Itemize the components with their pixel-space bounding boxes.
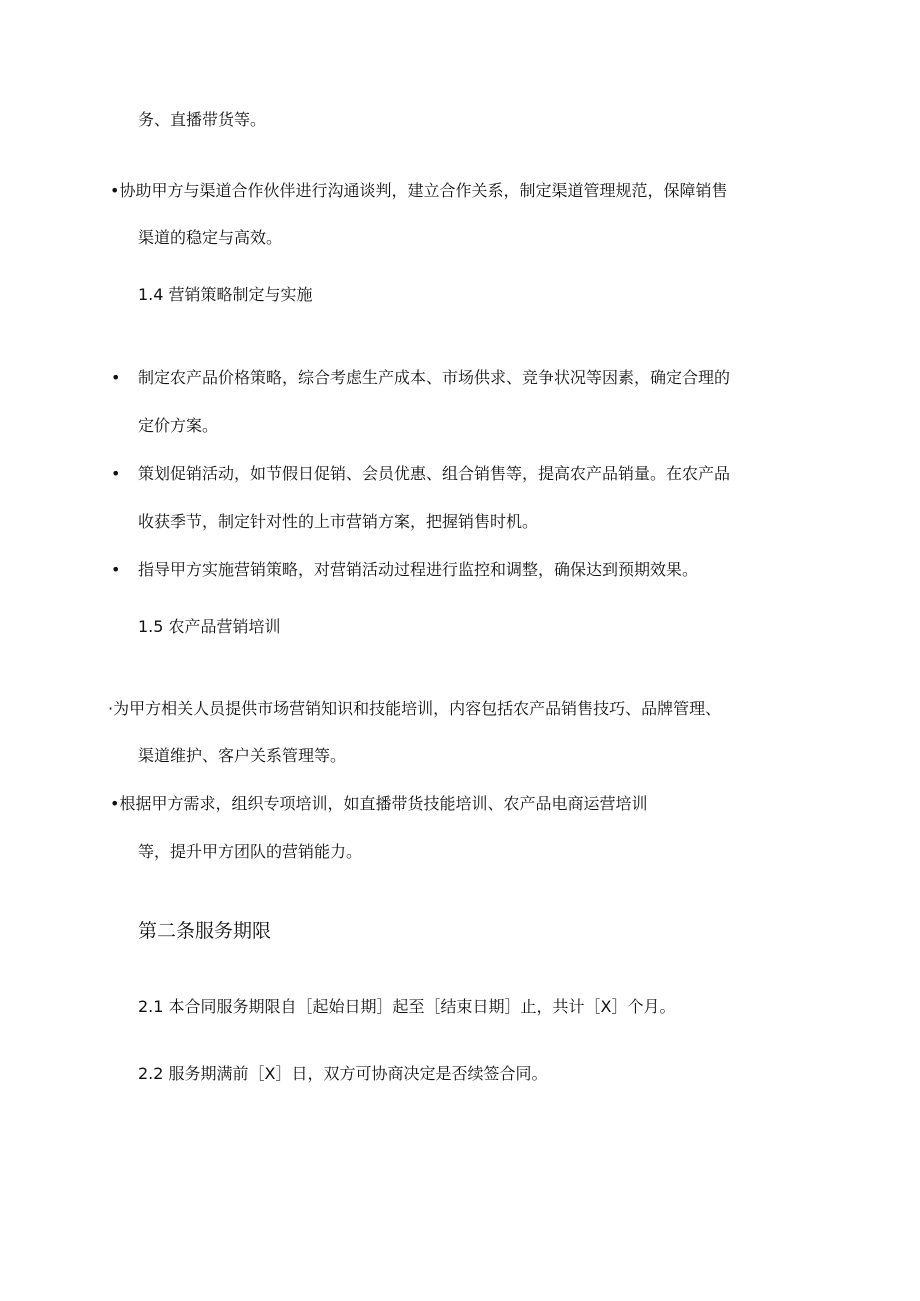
bullet-item: 指导甲方实施营销策略，对营销活动过程进行监控和调整，确保达到预期效果。 (138, 560, 699, 579)
text-line: 务、直播带货等。 (138, 110, 267, 129)
bullet-item: 策划促销活动，如节假日促销、会员优惠、组合销售等，提高农产品销量。在农产品 (138, 464, 731, 483)
section-heading-1-4: 1.4 营销策略制定与实施 (138, 285, 313, 304)
bullet-marker: • (111, 464, 121, 483)
bullet-paragraph: •根据甲方需求，组织专项培训，如直播带货技能培训、农产品电商运营培训 (110, 794, 648, 813)
bullet-marker: • (111, 560, 121, 579)
clause-2-2: 2.2 服务期满前［X］日，双方可协商决定是否续签合同。 (138, 1064, 548, 1083)
section-heading-1-5: 1.5 农产品营销培训 (138, 617, 281, 636)
text-line: 定价方案。 (138, 416, 219, 435)
article-heading: 第二条服务期限 (138, 920, 272, 942)
bullet-paragraph: ·为甲方相关人员提供市场营销知识和技能培训，内容包括农产品销售技巧、品牌管理、 (108, 699, 722, 718)
clause-2-1: 2.1 本合同服务期限自［起始日期］起至［结束日期］止，共计［X］个月。 (138, 997, 676, 1016)
text-line: 收获季节，制定针对性的上市营销方案，把握销售时机。 (138, 512, 539, 531)
bullet-item: 制定农产品价格策略，综合考虑生产成本、市场供求、竞争状况等因素，确定合理的 (138, 368, 731, 387)
bullet-paragraph: •协助甲方与渠道合作伙伴进行沟通谈判，建立合作关系，制定渠道管理规范，保障销售 (110, 181, 728, 200)
text-line: 渠道维护、客户关系管理等。 (138, 746, 347, 765)
text-line: 等，提升甲方团队的营销能力。 (138, 842, 363, 861)
text-line: 渠道的稳定与高效。 (138, 228, 283, 247)
bullet-marker: • (111, 368, 121, 387)
